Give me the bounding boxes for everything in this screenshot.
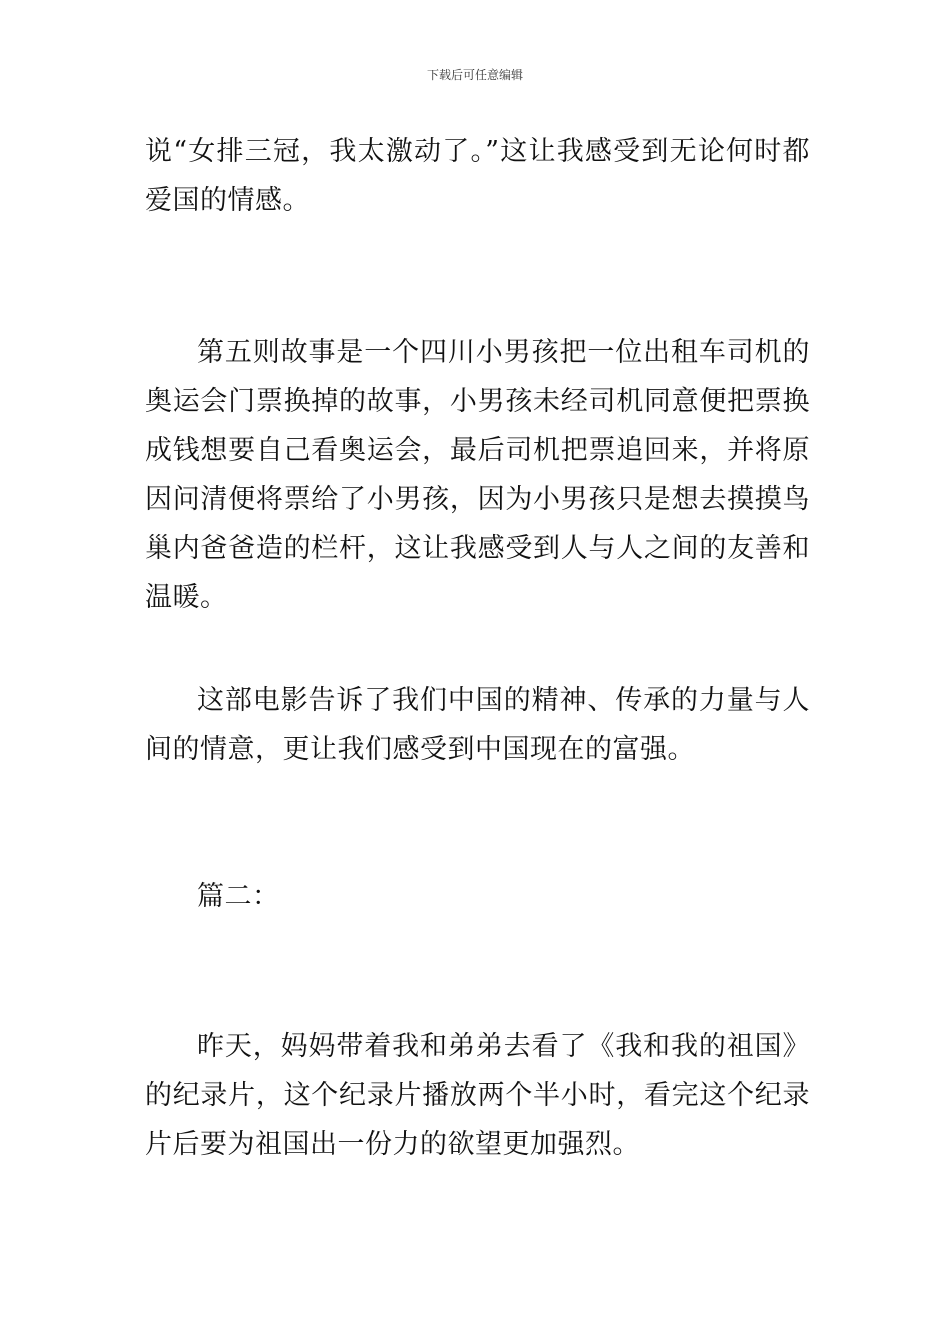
paragraph-film-summary: 这部电影告诉了我们中国的精神、传承的力量与人间的情意，更让我们感受到中国现在的富强。 (145, 685, 810, 765)
page-header-note: 下载后可任意编辑 (426, 68, 523, 82)
paragraph-continuation: 说“女排三冠，我太激动了。”这让我感受到无论何时都爱国的情感。 (145, 136, 810, 216)
section-heading: 篇二： (197, 881, 280, 912)
paragraph-part-two-intro: 昨天，妈妈带着我和弟弟去看了《我和我的祖国》的纪录片，这个纪录片播放两个半小时，看完这个纪录片后要为祖国出一份力的欲望更加强烈。 (145, 1031, 810, 1160)
paragraph-fifth-story: 第五则故事是一个四川小男孩把一位出租车司机的奥运会门票换掉的故事，小男孩未经司机同意便把票换成钱想要自己看奥运会，最后司机把票追回来，并将原因问清便将票给了小男孩，因为小男孩只是想去摸摸鸟巢内爸爸造的栏杆，这让我感受到人与人之间的友善和温暖。 (145, 337, 810, 613)
